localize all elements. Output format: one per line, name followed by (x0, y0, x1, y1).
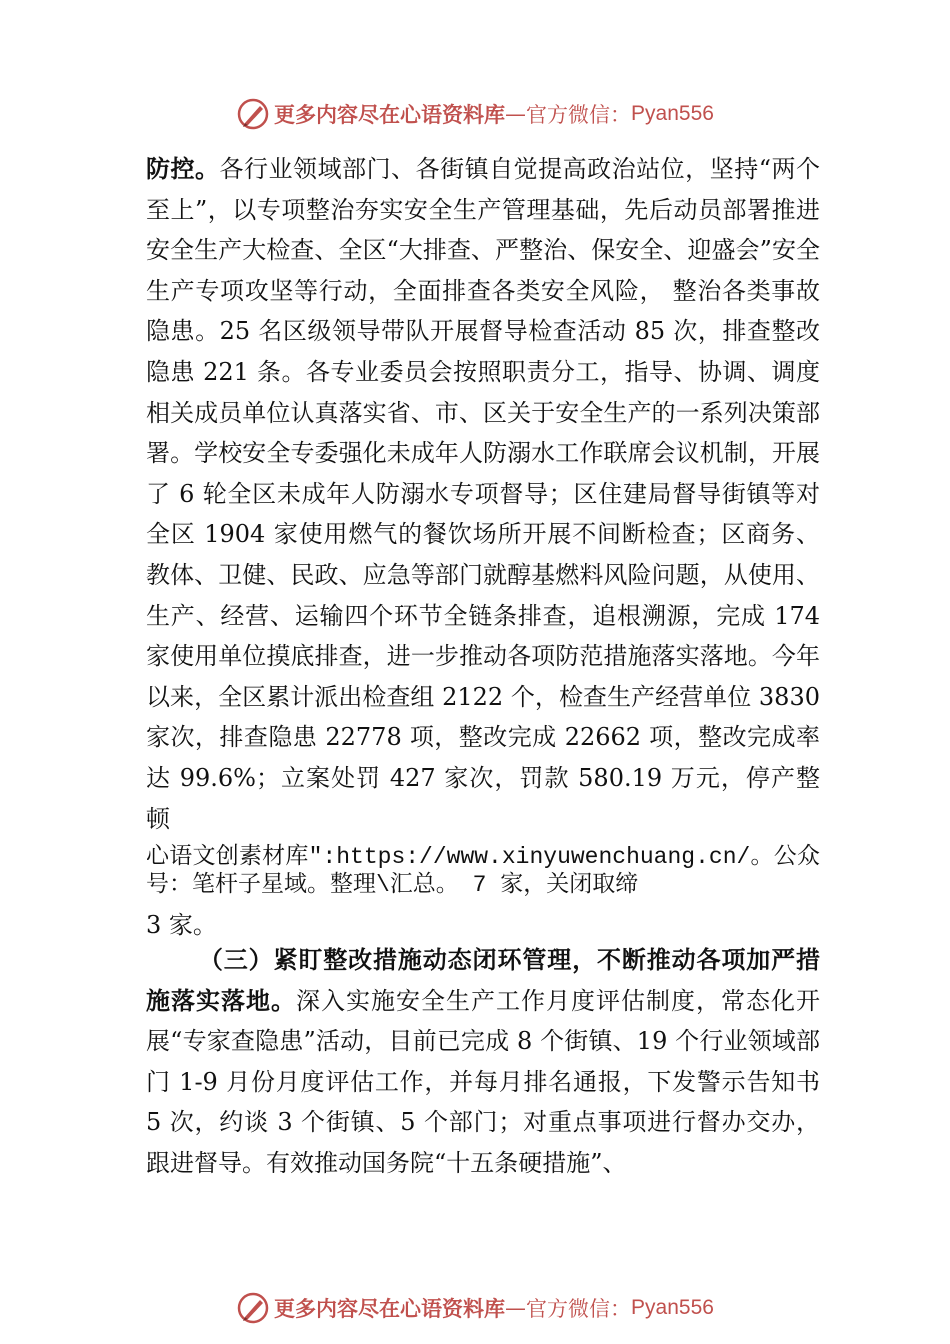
banner-separator: — (505, 1296, 527, 1320)
footer-watermark (0, 1288, 950, 1328)
pen-logo-icon (236, 97, 270, 131)
banner-text: 更多内容尽在心语资料库 (274, 102, 506, 127)
paragraph-2-text: 深入实施安全生产工作月度评估制度，常态化开展“专家查隐患”活动，目前已完成 8 个街镇、19 个行业领域部门 1-9 月份月度评估工作，并每月排名通报，下发警示告知书 5 次，约谈 3 个街镇、5 个部门；对重点事项进行督办交办，跟进督导。有效推动国务院“十五条硬措施”、 (146, 986, 820, 1177)
header-watermark (0, 94, 950, 134)
banner-wechat-label: 官方微信： (526, 103, 632, 127)
banner-separator: — (505, 102, 527, 126)
paragraph-1-lead: 防控。 (146, 154, 220, 183)
watermark-note-text: 心语文创素材库":https://www.xinyuwenchuang.cn/。公众号：笔杆子星域。整理\汇总。 (146, 844, 820, 899)
banner-wechat-id: Pyan556 (631, 1296, 714, 1319)
watermark-note (146, 843, 820, 899)
banner-wechat-label: 官方微信： (526, 1297, 632, 1321)
paragraph-2 (146, 940, 820, 1184)
pen-logo-icon (236, 1291, 270, 1325)
paragraph-1-last-line: 3 家。 (146, 911, 217, 940)
banner-wechat-id: Pyan556 (631, 102, 714, 125)
paragraph-1 (146, 149, 820, 946)
banner-text: 更多内容尽在心语资料库 (274, 1296, 506, 1321)
paragraph-1-tail: 7 家，关闭取缔 (458, 872, 639, 899)
paragraph-1-text: 各行业领域部门、各街镇自觉提高政治站位，坚持“两个至上”，以专项整治夯实安全生产管理基础，先后动员部署推进安全生产大检查、全区“大排查、严整治、保安全、迎盛会”安全生产专项攻坚等行动，全面排查各类安全风险， 整治各类事故隐患。25 名区级领导带队开展督导检查活动 85 次，排查整改隐患 221 条。各专业委员会按照职责分工，指导、协调、调度相关成员单位认真落实省、市、区关于安全生产的一系列决策部署。学校安全专委强化未成年人防溺水工作联席会议机制，开展了 6 轮全区未成年人防溺水专项督导；区住建局督导街镇等对全区 1904 家使用燃气的餐饮场所开展不间断检查；区商务、教体、卫健、民政、应急等部门就醇基燃料风险问题，从使用、生产、经营、运输四个环节全链条排查，追根溯源，完成 174 家使用单位摸底排查，进一步推动各项防范措施落实落地。今年以来，全区累计派出检查组 2122 个，检查生产经营单位 3830 家次，排查隐患 22778 项，整改完成 22662 项，整改完成率达 99.6%；立案处罚 427 家次，罚款 580.19 万元，停产整顿 (146, 155, 820, 833)
section-heading: （三）紧盯整改措施动态闭环管理，不断推动各项加严措施落实落地。 (146, 945, 820, 1015)
